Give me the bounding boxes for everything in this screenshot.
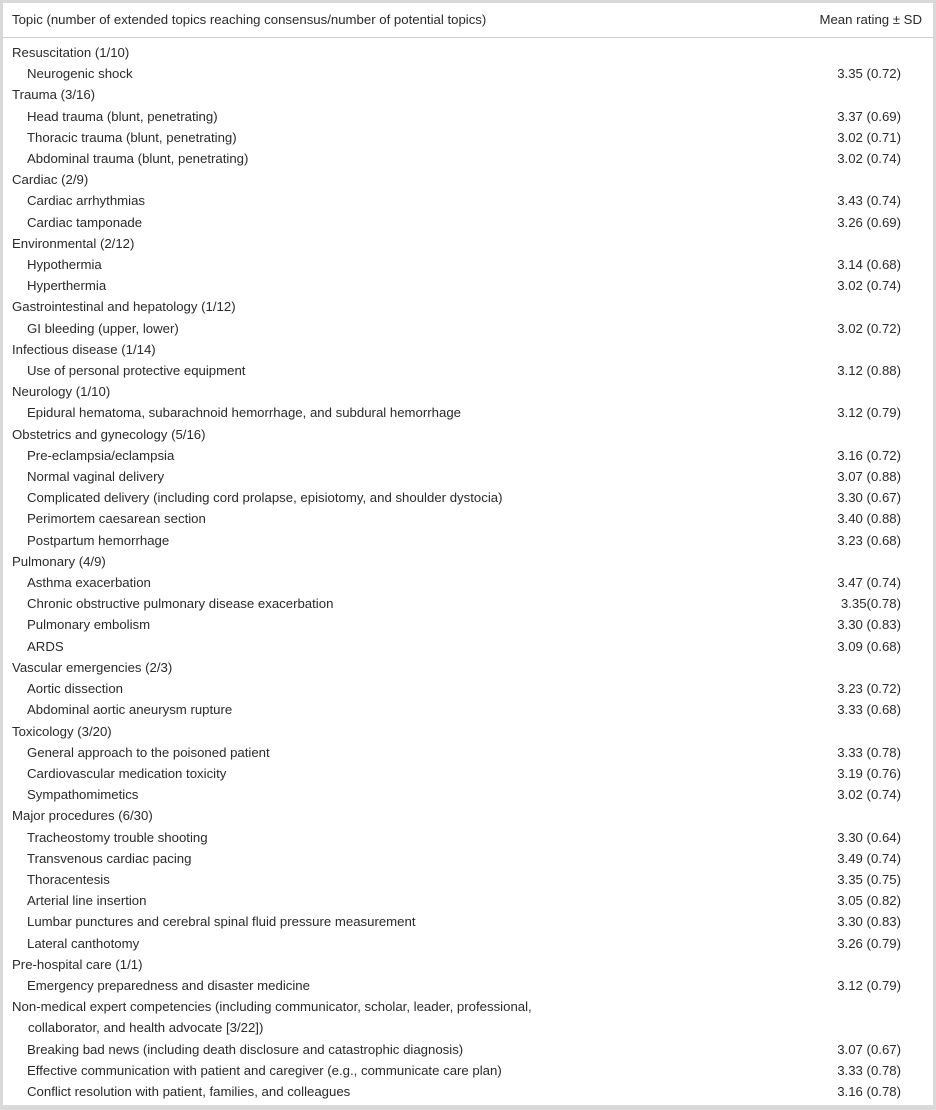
topic-row xyxy=(3,318,933,339)
topic-row xyxy=(3,1039,933,1060)
topic-label: Abdominal trauma (blunt, penetrating) xyxy=(27,151,249,167)
topic-label: Arterial line insertion xyxy=(27,893,147,909)
topic-label: Thoracentesis xyxy=(27,871,110,887)
topic-row xyxy=(3,742,933,763)
topic-label: Transvenous cardiac pacing xyxy=(27,850,192,866)
topic-label: Thoracic trauma (blunt, penetrating) xyxy=(27,129,237,145)
topic-row xyxy=(3,190,933,211)
topic-label: Aortic dissection xyxy=(27,681,124,697)
mean-rating-value: 3.05 (0.82) xyxy=(837,893,901,909)
mean-rating-value xyxy=(763,84,933,105)
mean-rating-value xyxy=(763,296,933,317)
topic-row xyxy=(3,508,933,529)
mean-rating-value: 3.12 (0.79) xyxy=(837,405,901,421)
topic-row xyxy=(3,827,933,848)
topic-label: ARDS xyxy=(27,638,64,654)
topic-row xyxy=(3,63,933,84)
mean-rating-value: 3.16 (0.78) xyxy=(837,1083,901,1099)
mean-rating-value xyxy=(763,657,933,678)
topic-label: Neurogenic shock xyxy=(27,66,133,82)
topic-label: Cardiac tamponade xyxy=(27,214,143,230)
topic-label: Cardiac arrhythmias xyxy=(27,193,145,209)
topic-label: Complicated delivery (including cord prolapse, episiotomy, and shoulder dystocia) xyxy=(27,490,503,506)
mean-rating-value: 3.02 (0.74) xyxy=(837,151,901,167)
topic-label: Pulmonary embolism xyxy=(27,617,151,633)
mean-rating-value: 3.12 (0.88) xyxy=(837,363,901,379)
category-label: Toxicology (3/20) xyxy=(12,723,112,739)
topic-label: Postpartum hemorrhage xyxy=(27,532,170,548)
mean-rating-value xyxy=(763,381,933,402)
mean-rating-value: 3.43 (0.74) xyxy=(837,193,901,209)
mean-rating-value: 3.26 (0.79) xyxy=(837,935,901,951)
topic-row xyxy=(3,487,933,508)
topic-label: Conflict resolution with patient, families, and colleagues xyxy=(27,1083,351,1099)
category-label-continuation: collaborator, and health advocate [3/22]) xyxy=(28,1020,264,1036)
topic-row xyxy=(3,911,933,932)
mean-rating-value: 3.26 (0.69) xyxy=(837,214,901,230)
mean-rating-value xyxy=(763,38,933,64)
topic-row xyxy=(3,466,933,487)
topic-row xyxy=(3,784,933,805)
mean-rating-value xyxy=(763,424,933,445)
topic-row xyxy=(3,212,933,233)
topic-row xyxy=(3,678,933,699)
topic-row xyxy=(3,1060,933,1081)
category-row xyxy=(3,169,933,190)
category-label: Pre-hospital care (1/1) xyxy=(12,956,143,972)
topic-label: Lateral canthotomy xyxy=(27,935,140,951)
topic-row xyxy=(3,869,933,890)
topic-label: Perimortem caesarean section xyxy=(27,511,206,527)
mean-rating-value: 3.33 (0.78) xyxy=(837,1062,901,1078)
topic-label: Lumbar punctures and cerebral spinal fluid pressure measurement xyxy=(27,914,416,930)
mean-rating-value xyxy=(763,721,933,742)
topic-row xyxy=(3,636,933,657)
category-row xyxy=(3,381,933,402)
category-row xyxy=(3,233,933,254)
topic-row xyxy=(3,127,933,148)
category-row xyxy=(3,657,933,678)
table-body xyxy=(3,38,933,1103)
category-label: Pulmonary (4/9) xyxy=(12,553,106,569)
topic-row xyxy=(3,572,933,593)
mean-rating-value: 3.47 (0.74) xyxy=(837,575,901,591)
mean-rating-value: 3.07 (0.67) xyxy=(837,1041,901,1057)
topic-label: GI bleeding (upper, lower) xyxy=(27,320,179,336)
category-row xyxy=(3,296,933,317)
topic-label: Use of personal protective equipment xyxy=(27,363,246,379)
category-label-line: Non-medical expert competencies (including communicator, scholar, leader, professional, xyxy=(12,999,532,1015)
mean-rating-value: 3.30 (0.64) xyxy=(837,829,901,845)
mean-rating-value: 3.30 (0.83) xyxy=(837,914,901,930)
mean-rating-value: 3.35(0.78) xyxy=(840,596,901,612)
mean-rating-value: 3.33 (0.68) xyxy=(837,702,901,718)
category-row xyxy=(3,721,933,742)
topic-row xyxy=(3,1081,933,1102)
category-label: Cardiac (2/9) xyxy=(12,172,89,188)
topic-row xyxy=(3,593,933,614)
category-row xyxy=(3,339,933,360)
mean-rating-value: 3.02 (0.74) xyxy=(837,787,901,803)
mean-rating-value: 3.02 (0.71) xyxy=(837,129,901,145)
topic-label: General approach to the poisoned patient xyxy=(27,744,270,760)
mean-rating-value xyxy=(763,233,933,254)
mean-rating-value xyxy=(763,169,933,190)
topic-label: Chronic obstructive pulmonary disease exacerbation xyxy=(27,596,334,612)
category-row xyxy=(3,551,933,572)
topic-row xyxy=(3,275,933,296)
topic-row xyxy=(3,763,933,784)
mean-rating-value: 3.19 (0.76) xyxy=(837,765,901,781)
topic-label: Hyperthermia xyxy=(27,278,107,294)
category-label: Gastrointestinal and hepatology (1/12) xyxy=(12,299,236,315)
topic-label: Pre-eclampsia/eclampsia xyxy=(27,447,175,463)
topic-label: Head trauma (blunt, penetrating) xyxy=(27,108,218,124)
category-row xyxy=(3,38,933,64)
mean-rating-value: 3.33 (0.78) xyxy=(837,744,901,760)
topic-row xyxy=(3,975,933,996)
topic-row xyxy=(3,530,933,551)
topic-label: Abdominal aortic aneurysm rupture xyxy=(27,702,233,718)
mean-rating-value: 3.02 (0.74) xyxy=(837,278,901,294)
category-label: Vascular emergencies (2/3) xyxy=(12,659,173,675)
category-row xyxy=(3,805,933,826)
topic-label: Normal vaginal delivery xyxy=(27,469,165,485)
mean-rating-value: 3.12 (0.79) xyxy=(837,977,901,993)
mean-rating-value: 3.35 (0.72) xyxy=(837,66,901,82)
topic-row xyxy=(3,848,933,869)
mean-rating-value: 3.14 (0.68) xyxy=(837,257,901,273)
mean-rating-value: 3.30 (0.67) xyxy=(837,490,901,506)
topic-row xyxy=(3,933,933,954)
mean-rating-value: 3.16 (0.72) xyxy=(837,447,901,463)
topic-label: Breaking bad news (including death disclosure and catastrophic diagnosis) xyxy=(27,1041,464,1057)
mean-rating-value xyxy=(763,954,933,975)
topic-label: Cardiovascular medication toxicity xyxy=(27,765,227,781)
category-label xyxy=(3,996,763,1038)
topic-row xyxy=(3,614,933,635)
topic-label: Hypothermia xyxy=(27,257,102,273)
category-label: Obstetrics and gynecology (5/16) xyxy=(12,426,206,442)
topic-column-header: Topic (number of extended topics reaching consensus/number of potential topics) xyxy=(3,3,763,38)
category-row xyxy=(3,424,933,445)
topic-row xyxy=(3,360,933,381)
topic-row xyxy=(3,699,933,720)
mean-rating-value: 3.49 (0.74) xyxy=(837,850,901,866)
mean-rating-value: 3.30 (0.83) xyxy=(837,617,901,633)
category-label: Environmental (2/12) xyxy=(12,235,135,251)
topic-label: Emergency preparedness and disaster medicine xyxy=(27,977,310,993)
topic-label: Effective communication with patient and caregiver (e.g., communicate care plan) xyxy=(27,1062,502,1078)
mean-rating-value: 3.02 (0.72) xyxy=(837,320,901,336)
category-label: Trauma (3/16) xyxy=(12,87,96,103)
topic-row xyxy=(3,254,933,275)
topic-row xyxy=(3,402,933,423)
mean-rating-value: 3.35 (0.75) xyxy=(837,871,901,887)
mean-rating-value: 3.23 (0.68) xyxy=(837,532,901,548)
mean-rating-value: 3.37 (0.69) xyxy=(837,108,901,124)
topic-row xyxy=(3,148,933,169)
category-label: Infectious disease (1/14) xyxy=(12,341,156,357)
mean-rating-value: 3.23 (0.72) xyxy=(837,681,901,697)
category-row xyxy=(3,996,933,1038)
topic-row xyxy=(3,890,933,911)
category-row xyxy=(3,84,933,105)
mean-rating-value: 3.09 (0.68) xyxy=(837,638,901,654)
mean-rating-value xyxy=(763,996,933,1038)
topic-row xyxy=(3,106,933,127)
mean-rating-value xyxy=(763,805,933,826)
category-label: Major procedures (6/30) xyxy=(12,808,153,824)
topic-label: Tracheostomy trouble shooting xyxy=(27,829,208,845)
topic-label: Asthma exacerbation xyxy=(27,575,151,591)
category-label: Neurology (1/10) xyxy=(12,384,111,400)
header-row xyxy=(3,3,933,38)
topic-label: Sympathomimetics xyxy=(27,787,139,803)
topic-label: Epidural hematoma, subarachnoid hemorrhage, and subdural hemorrhage xyxy=(27,405,461,421)
category-label: Resuscitation (1/10) xyxy=(12,45,130,60)
rating-column-header: Mean rating ± SD xyxy=(763,3,933,38)
mean-rating-value: 3.07 (0.88) xyxy=(837,469,901,485)
topic-row xyxy=(3,445,933,466)
consensus-topics-table xyxy=(3,3,933,1102)
mean-rating-value: 3.40 (0.88) xyxy=(837,511,901,527)
category-row xyxy=(3,954,933,975)
mean-rating-value xyxy=(763,339,933,360)
mean-rating-value xyxy=(763,551,933,572)
